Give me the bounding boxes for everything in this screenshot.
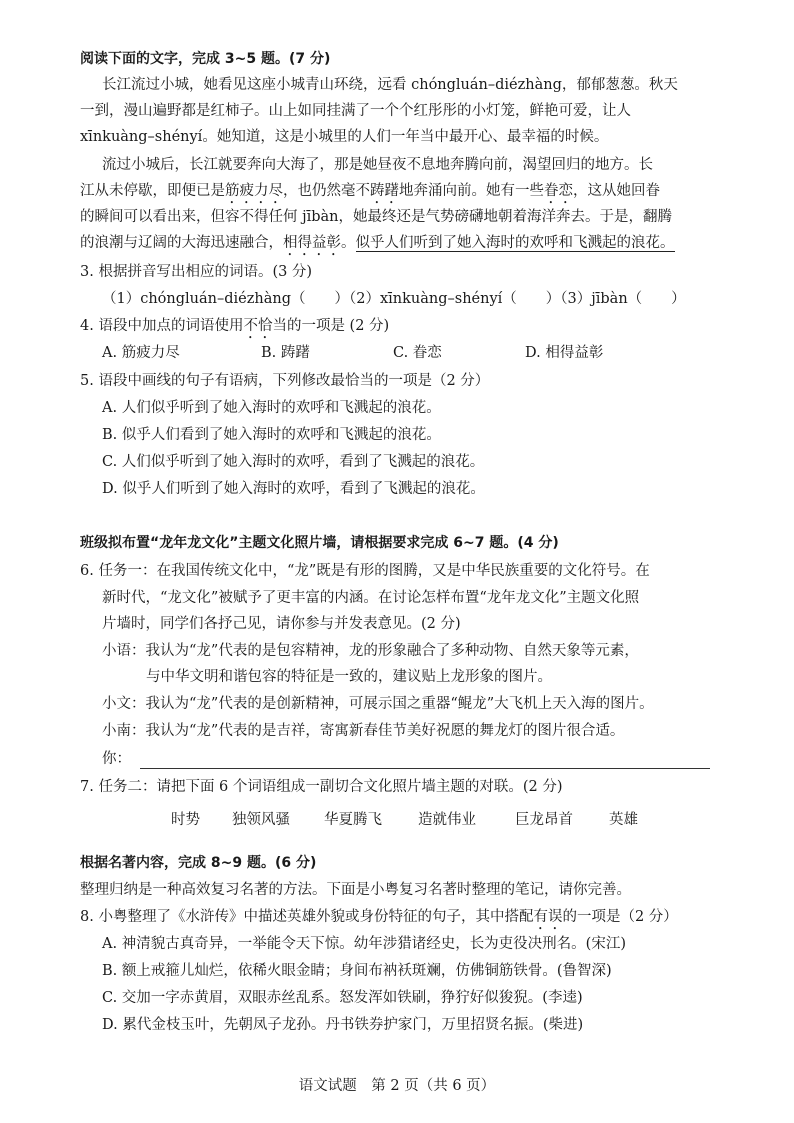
q6-xiaoyu-line2: 与中华文明和谐包容的特征是一致的，建议贴上龙形象的图片。 xyxy=(146,669,552,685)
q3-items: （1）chóngluán–diézhàng（ ）（2）xīnkuàng–shényí（ ）（3）jībàn（ ） xyxy=(102,291,686,307)
passage-p1-line3: xīnkuàng–shényí。她知道，这是小城里的人们一年当中最开心、最幸福的时候。 xyxy=(80,129,609,145)
text-segment: 地奔涌向前。她有一些 xyxy=(399,183,544,199)
text-segment: ，这从她回眷 xyxy=(573,183,660,199)
q8-option-d: D. 累代金枝玉叶，先朝凤子龙孙。丹书铁券护家门，万里招贤名振。(柴进) xyxy=(102,1017,584,1033)
passage-p1-line1: 长江流过小城，她看见这座小城青山环绕，远看 chóngluán–diézhàng，郁郁葱葱。秋天 xyxy=(102,77,678,93)
q5-option-b: B. 似乎人们看到了她入海时的欢呼和飞溅起的浪花。 xyxy=(102,427,441,443)
underlined-sentence: 似乎人们听到了她入海时的欢呼和飞溅起的浪花。 xyxy=(355,235,675,251)
section2-heading: 班级拟布置“龙年龙文化”主题文化照片墙，请根据要求完成 6~7 题。(4 分) xyxy=(80,535,559,551)
dotted-word: 有误 xyxy=(533,909,563,925)
q7-word: 时势 xyxy=(171,812,200,828)
q7-word: 独领风骚 xyxy=(232,812,290,828)
page-footer: 语文试题 第 2 页（共 6 页） xyxy=(298,1078,496,1094)
q7-stem: 7. 任务二：请把下面 6 个词语组成一副切合文化照片墙主题的对联。(2 分) xyxy=(80,779,563,795)
text-segment: 江从未停歇，即便已是 xyxy=(80,183,225,199)
q8-stem xyxy=(80,907,678,933)
q5-option-c: C. 人们似乎听到了她入海时的欢呼，看到了飞溅起的浪花。 xyxy=(102,454,485,470)
q6-line1: 6. 任务一：在我国传统文化中，“龙”既是有形的图腾，又是中华民族重要的文化符号。在 xyxy=(80,563,650,579)
text-segment: 当的一项是 (2 分) xyxy=(272,318,390,334)
q5-option-d: D. 似乎人们听到了她入海时的欢呼，看到了飞溅起的浪花。 xyxy=(102,481,485,497)
passage-p2-line4 xyxy=(80,233,675,259)
text-segment: ，也仍然毫不 xyxy=(283,183,370,199)
q8-option-a: A. 神清貌古真奇异，一举能令天下惊。幼年涉猎诸经史，长为吏役决刑名。(宋江) xyxy=(102,936,627,952)
q4-option-a: A. 筋疲力尽 xyxy=(102,345,180,361)
q4-stem xyxy=(80,316,389,342)
q4-option-b: B. 踌躇 xyxy=(261,345,310,361)
text-segment: 的浪潮与辽阔的大海迅速融合， xyxy=(80,235,283,251)
q6-xiaonan: 小南：我认为“龙”代表的是吉祥，寄寓新春佳节美好祝愿的舞龙灯的图片很合适。 xyxy=(102,723,625,739)
q4-option-c: C. 眷恋 xyxy=(393,345,442,361)
q6-line3: 片墙时，同学们各抒己见，请你参与并发表意见。(2 分) xyxy=(102,616,461,632)
section1-heading: 阅读下面的文字，完成 3~5 题。(7 分) xyxy=(80,51,331,67)
q7-word: 巨龙昂首 xyxy=(515,812,573,828)
dotted-word: 眷恋 xyxy=(544,183,573,199)
passage-p2-line2 xyxy=(80,181,660,207)
text-segment: 4. 语段中加点的词语使用 xyxy=(80,318,244,334)
dotted-word: 踌躇 xyxy=(370,183,399,199)
dotted-word: 相得益彰 xyxy=(283,235,341,251)
text-segment: 。 xyxy=(341,235,356,251)
q8-option-c: C. 交加一字赤黄眉，双眼赤丝乱系。怒发浑如铁刷，狰狞好似狻猊。(李逵) xyxy=(102,990,583,1006)
section3-intro: 整理归纳是一种高效复习名著的方法。下面是小粤复习名著时整理的笔记，请你完善。 xyxy=(80,882,631,898)
q6-you-label: 你： xyxy=(102,751,131,767)
q6-line2: 新时代，“龙文化”被赋予了更丰富的内涵。在讨论怎样布置“龙年龙文化”主题文化照 xyxy=(102,590,640,606)
passage-p1-line2: 一到，漫山遍野都是红柿子。山上如同挂满了一个个红彤彤的小灯笼，鲜艳可爱，让人 xyxy=(80,103,631,119)
q7-word: 造就伟业 xyxy=(418,812,476,828)
q5-stem: 5. 语段中画线的句子有语病，下列修改最恰当的一项是（2 分） xyxy=(80,373,490,389)
q4-option-d: D. 相得益彰 xyxy=(525,345,604,361)
q6-xiaowen: 小文：我认为“龙”代表的是创新精神，可展示国之重器“鲲龙”大飞机上天入海的图片。 xyxy=(102,696,654,712)
q5-option-a: A. 人们似乎听到了她入海时的欢呼和飞溅起的浪花。 xyxy=(102,400,441,416)
q7-word: 英雄 xyxy=(609,812,638,828)
text-segment: 的一项是（2 分） xyxy=(562,909,678,925)
passage-p2-line3: 的瞬间可以看出来，但容不得任何 jībàn，她最终还是气势磅礴地朝着海洋奔去。于是，翻腾 xyxy=(80,209,673,225)
dotted-word: 不恰 xyxy=(243,318,273,334)
passage-p2-line1: 流过小城后，长江就要奔向大海了，那是她昼夜不息地奔腾向前，渴望回归的地方。长 xyxy=(102,157,653,173)
section3-heading: 根据名著内容，完成 8~9 题。(6 分) xyxy=(80,855,317,871)
text-segment: 8. 小粤整理了《水浒传》中描述英雄外貌或身份特征的句子，其中搭配 xyxy=(80,909,534,925)
q6-answer-line xyxy=(140,768,710,769)
q6-xiaoyu-line1: 小语：我认为“龙”代表的是包容精神，龙的形象融合了多种动物、自然天象等元素， xyxy=(102,643,639,659)
q3-stem: 3. 根据拼音写出相应的词语。(3 分) xyxy=(80,264,313,280)
dotted-word: 筋疲力尽 xyxy=(225,183,283,199)
q8-option-b: B. 额上戒箍儿灿烂，依稀火眼金睛；身间布衲袄斑斓，仿佛铜筋铁骨。(鲁智深) xyxy=(102,963,612,979)
q7-word: 华夏腾飞 xyxy=(324,812,382,828)
